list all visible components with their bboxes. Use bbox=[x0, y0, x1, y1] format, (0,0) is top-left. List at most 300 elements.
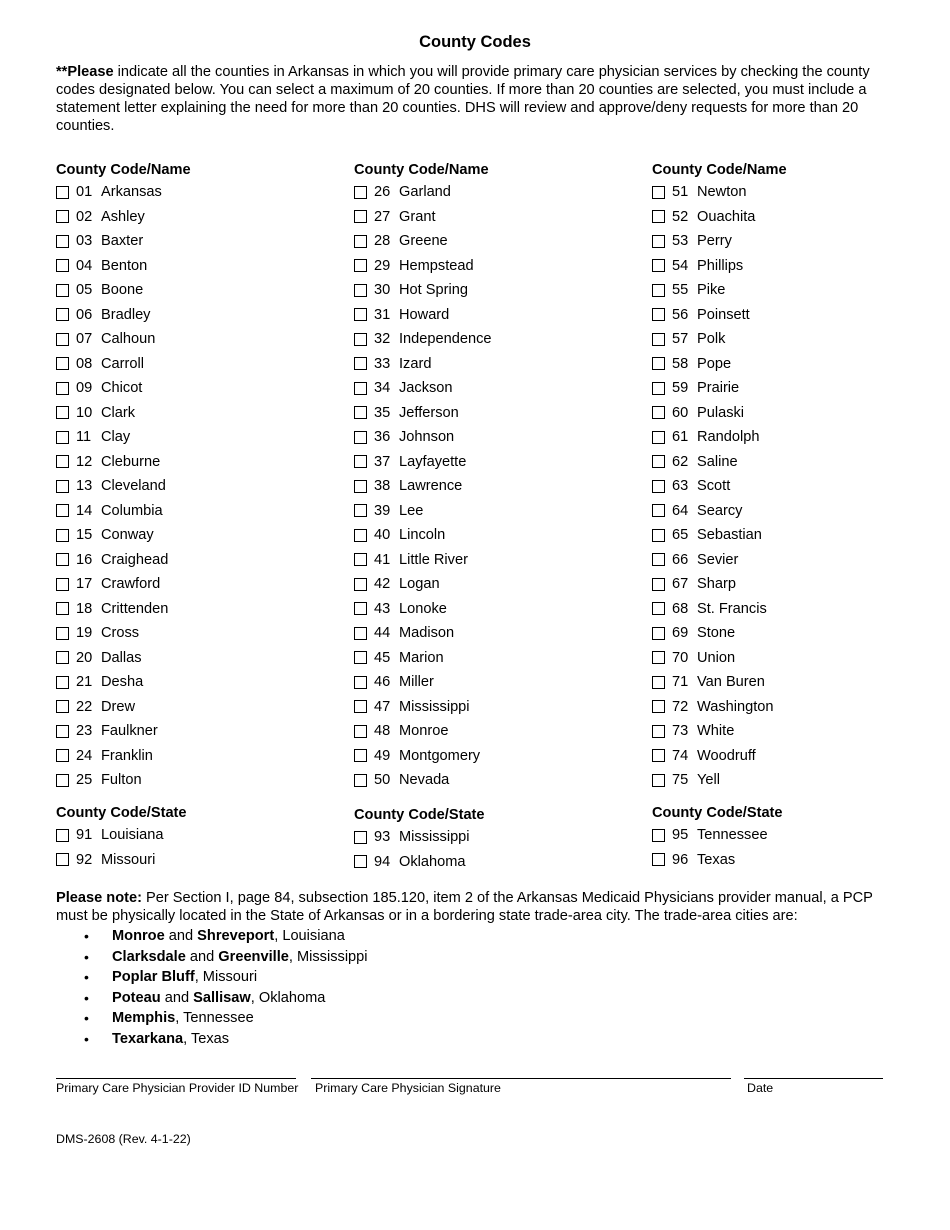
county-name: Dallas bbox=[101, 649, 142, 666]
county-row[interactable] bbox=[354, 450, 604, 475]
county-checkbox[interactable] bbox=[354, 831, 367, 844]
county-name: Little River bbox=[399, 551, 468, 568]
county-code: 10 bbox=[76, 404, 93, 421]
county-checkbox[interactable] bbox=[652, 602, 665, 615]
county-code: 08 bbox=[76, 355, 93, 372]
county-checkbox[interactable] bbox=[354, 627, 367, 640]
county-checkbox[interactable] bbox=[354, 725, 367, 738]
county-name: Phillips bbox=[697, 257, 744, 274]
county-row[interactable] bbox=[56, 499, 306, 524]
county-name: Greene bbox=[399, 233, 448, 250]
county-code: 41 bbox=[374, 551, 391, 568]
county-name: Clark bbox=[101, 404, 136, 421]
county-checkbox[interactable] bbox=[652, 357, 665, 370]
county-row[interactable] bbox=[56, 303, 306, 328]
county-checkbox[interactable] bbox=[652, 284, 665, 297]
county-checkbox[interactable] bbox=[652, 431, 665, 444]
county-name: Searcy bbox=[697, 502, 743, 519]
county-row[interactable] bbox=[56, 744, 306, 769]
state-column-header: County Code/State bbox=[652, 805, 783, 821]
county-code: 74 bbox=[672, 747, 689, 764]
county-row[interactable] bbox=[56, 768, 306, 793]
county-row[interactable] bbox=[56, 254, 306, 279]
county-row[interactable] bbox=[354, 548, 604, 573]
trade-city-name: Poteau bbox=[112, 989, 161, 1006]
county-name: Monroe bbox=[399, 723, 449, 740]
county-code: 33 bbox=[374, 355, 391, 372]
county-checkbox[interactable] bbox=[354, 210, 367, 223]
county-name: Fulton bbox=[101, 772, 142, 789]
county-checkbox[interactable] bbox=[354, 504, 367, 517]
county-row[interactable] bbox=[56, 719, 306, 744]
intro-text: indicate all the counties in Arkansas in which you will provide primary care physician services by checking the county codes designated below. You can select a maximum of 20 counties. If more than 20 counties are selected, you must include a statement letter explaining the need for more than 20 counties. DHS will review and approve/deny requests for more than 20 counties. bbox=[56, 64, 870, 134]
county-name: Stone bbox=[697, 625, 736, 642]
county-checkbox[interactable] bbox=[652, 829, 665, 842]
county-checkbox[interactable] bbox=[652, 578, 665, 591]
county-checkbox[interactable] bbox=[652, 406, 665, 419]
county-code: 04 bbox=[76, 257, 93, 274]
county-checkbox[interactable] bbox=[56, 853, 69, 866]
county-checkbox[interactable] bbox=[56, 651, 69, 664]
county-checkbox[interactable] bbox=[652, 382, 665, 395]
county-code: 92 bbox=[76, 851, 93, 868]
trade-city-state: , Texas bbox=[183, 1030, 230, 1047]
county-name: Madison bbox=[399, 625, 455, 642]
bullet-icon: • bbox=[84, 1030, 89, 1047]
county-column-1 bbox=[56, 160, 306, 793]
county-row[interactable] bbox=[354, 376, 604, 401]
county-row[interactable] bbox=[56, 450, 306, 475]
county-row[interactable] bbox=[652, 548, 902, 573]
county-row[interactable] bbox=[652, 425, 902, 450]
county-code: 54 bbox=[672, 257, 689, 274]
trade-city-name: Clarksdale bbox=[112, 948, 186, 965]
county-row[interactable] bbox=[56, 474, 306, 499]
county-checkbox[interactable] bbox=[354, 333, 367, 346]
county-row[interactable] bbox=[354, 254, 604, 279]
county-row[interactable] bbox=[652, 719, 902, 744]
county-row[interactable] bbox=[652, 180, 902, 205]
county-name: Cleburne bbox=[101, 453, 161, 470]
county-column-header: County Code/Name bbox=[354, 162, 489, 178]
county-code: 56 bbox=[672, 306, 689, 323]
county-name: Polk bbox=[697, 331, 726, 348]
county-row[interactable] bbox=[652, 572, 902, 597]
county-checkbox[interactable] bbox=[354, 406, 367, 419]
county-code: 42 bbox=[374, 576, 391, 593]
county-column-3 bbox=[652, 160, 902, 793]
county-row[interactable] bbox=[56, 278, 306, 303]
county-row[interactable] bbox=[354, 205, 604, 230]
county-checkbox[interactable] bbox=[652, 529, 665, 542]
county-column-header: County Code/Name bbox=[652, 162, 787, 178]
county-checkbox[interactable] bbox=[56, 504, 69, 517]
county-checkbox[interactable] bbox=[354, 529, 367, 542]
county-row[interactable] bbox=[354, 572, 604, 597]
county-row[interactable] bbox=[56, 352, 306, 377]
county-checkbox[interactable] bbox=[354, 578, 367, 591]
county-checkbox[interactable] bbox=[652, 725, 665, 738]
county-checkbox[interactable] bbox=[354, 774, 367, 787]
county-name: Prairie bbox=[697, 380, 740, 397]
county-row[interactable] bbox=[652, 823, 902, 848]
county-code: 69 bbox=[672, 625, 689, 642]
county-code: 52 bbox=[672, 208, 689, 225]
county-name: Poinsett bbox=[697, 306, 750, 323]
county-row[interactable] bbox=[354, 695, 604, 720]
county-row[interactable] bbox=[652, 768, 902, 793]
county-row[interactable] bbox=[56, 425, 306, 450]
county-code: 93 bbox=[374, 829, 391, 846]
county-code: 61 bbox=[672, 429, 689, 446]
county-name: Grant bbox=[399, 208, 436, 225]
county-name: Carroll bbox=[101, 355, 144, 372]
county-checkbox[interactable] bbox=[56, 602, 69, 615]
county-row[interactable] bbox=[354, 523, 604, 548]
county-name: Hot Spring bbox=[399, 282, 468, 299]
county-checkbox[interactable] bbox=[56, 774, 69, 787]
county-row[interactable] bbox=[652, 450, 902, 475]
county-row[interactable] bbox=[354, 744, 604, 769]
county-checkbox[interactable] bbox=[56, 480, 69, 493]
trade-city-item bbox=[56, 967, 756, 988]
county-checkbox[interactable] bbox=[354, 700, 367, 713]
county-checkbox[interactable] bbox=[56, 749, 69, 762]
county-checkbox[interactable] bbox=[56, 627, 69, 640]
county-row[interactable] bbox=[56, 229, 306, 254]
county-row[interactable] bbox=[652, 621, 902, 646]
county-code: 22 bbox=[76, 698, 93, 715]
trade-city-name: Shreveport bbox=[197, 928, 275, 944]
county-checkbox[interactable] bbox=[354, 455, 367, 468]
county-checkbox[interactable] bbox=[652, 651, 665, 664]
county-code: 91 bbox=[76, 827, 93, 844]
county-name: Nevada bbox=[399, 772, 450, 789]
county-checkbox[interactable] bbox=[652, 700, 665, 713]
county-name: Hempstead bbox=[399, 257, 474, 274]
county-row[interactable] bbox=[652, 254, 902, 279]
county-checkbox[interactable] bbox=[56, 284, 69, 297]
county-row[interactable] bbox=[354, 499, 604, 524]
county-row[interactable] bbox=[652, 695, 902, 720]
county-checkbox[interactable] bbox=[652, 627, 665, 640]
county-name: St. Francis bbox=[697, 600, 767, 617]
county-code: 20 bbox=[76, 649, 93, 666]
county-code: 12 bbox=[76, 453, 93, 470]
county-row[interactable] bbox=[56, 548, 306, 573]
county-checkbox[interactable] bbox=[354, 553, 367, 566]
county-name: Columbia bbox=[101, 502, 163, 519]
county-row[interactable] bbox=[56, 523, 306, 548]
state-column-header: County Code/State bbox=[56, 805, 187, 821]
county-checkbox[interactable] bbox=[56, 529, 69, 542]
signature-line[interactable] bbox=[311, 1078, 731, 1079]
county-row[interactable] bbox=[56, 572, 306, 597]
trade-city-name: Memphis bbox=[112, 1010, 176, 1026]
county-row[interactable] bbox=[354, 825, 604, 850]
county-code: 70 bbox=[672, 649, 689, 666]
county-name: Marion bbox=[399, 649, 444, 666]
county-row[interactable] bbox=[354, 850, 604, 875]
county-checkbox[interactable] bbox=[652, 480, 665, 493]
county-row[interactable] bbox=[56, 848, 306, 873]
county-code: 17 bbox=[76, 576, 93, 593]
county-code: 02 bbox=[76, 208, 93, 225]
county-row[interactable] bbox=[652, 744, 902, 769]
county-row[interactable] bbox=[56, 376, 306, 401]
county-code: 72 bbox=[672, 698, 689, 715]
page-title: County Codes bbox=[419, 33, 531, 51]
county-name: Ouachita bbox=[697, 208, 756, 225]
county-code: 35 bbox=[374, 404, 391, 421]
county-code: 43 bbox=[374, 600, 391, 617]
county-code: 96 bbox=[672, 851, 689, 868]
county-code: 27 bbox=[374, 208, 391, 225]
county-checkbox[interactable] bbox=[354, 308, 367, 321]
trade-city-state: , Louisiana bbox=[274, 928, 345, 944]
county-checkbox[interactable] bbox=[56, 308, 69, 321]
county-code: 11 bbox=[76, 429, 92, 446]
county-name: Tennessee bbox=[697, 827, 768, 844]
county-checkbox[interactable] bbox=[354, 602, 367, 615]
county-checkbox[interactable] bbox=[652, 504, 665, 517]
county-checkbox[interactable] bbox=[354, 186, 367, 199]
county-code: 95 bbox=[672, 827, 689, 844]
county-code: 68 bbox=[672, 600, 689, 617]
county-row[interactable] bbox=[56, 646, 306, 671]
county-row[interactable] bbox=[56, 205, 306, 230]
county-checkbox[interactable] bbox=[56, 259, 69, 272]
county-row[interactable] bbox=[652, 597, 902, 622]
county-name: Sebastian bbox=[697, 527, 762, 544]
trade-city-item bbox=[56, 926, 756, 947]
county-row[interactable] bbox=[652, 376, 902, 401]
county-row[interactable] bbox=[354, 180, 604, 205]
county-code: 31 bbox=[374, 306, 391, 323]
county-code: 94 bbox=[374, 853, 391, 870]
county-row[interactable] bbox=[652, 646, 902, 671]
county-name: Woodruff bbox=[697, 747, 756, 764]
county-checkbox[interactable] bbox=[56, 210, 69, 223]
county-checkbox[interactable] bbox=[56, 186, 69, 199]
county-checkbox[interactable] bbox=[56, 431, 69, 444]
county-checkbox[interactable] bbox=[56, 676, 69, 689]
county-checkbox[interactable] bbox=[56, 357, 69, 370]
county-name: Louisiana bbox=[101, 827, 164, 844]
trade-city-state: , Missouri bbox=[194, 969, 258, 985]
county-row[interactable] bbox=[652, 303, 902, 328]
county-name: Jackson bbox=[399, 380, 453, 397]
county-row[interactable] bbox=[652, 848, 902, 873]
county-checkbox[interactable] bbox=[56, 829, 69, 842]
county-checkbox[interactable] bbox=[354, 382, 367, 395]
county-name: Perry bbox=[697, 233, 732, 250]
county-row[interactable] bbox=[652, 401, 902, 426]
county-row[interactable] bbox=[354, 303, 604, 328]
county-name: Pike bbox=[697, 282, 726, 299]
county-checkbox[interactable] bbox=[354, 431, 367, 444]
county-name: Saline bbox=[697, 453, 738, 470]
county-name: Conway bbox=[101, 527, 154, 544]
county-row[interactable] bbox=[652, 352, 902, 377]
county-name: Washington bbox=[697, 698, 774, 715]
county-name: Pulaski bbox=[697, 404, 745, 421]
note-lead: Please note: bbox=[56, 890, 142, 906]
county-name: Desha bbox=[101, 674, 144, 691]
county-name: Crawford bbox=[101, 576, 161, 593]
county-name: Baxter bbox=[101, 233, 144, 250]
county-checkbox[interactable] bbox=[354, 235, 367, 248]
county-row[interactable] bbox=[56, 180, 306, 205]
county-row[interactable] bbox=[56, 695, 306, 720]
date-line[interactable] bbox=[744, 1078, 883, 1079]
bullet-icon: • bbox=[84, 1010, 89, 1026]
county-row[interactable] bbox=[56, 327, 306, 352]
county-name: Jefferson bbox=[399, 404, 459, 421]
trade-city-state: , Mississippi bbox=[288, 948, 368, 965]
trade-city-item bbox=[56, 947, 756, 968]
county-checkbox[interactable] bbox=[56, 725, 69, 738]
county-row[interactable] bbox=[354, 401, 604, 426]
county-checkbox[interactable] bbox=[652, 676, 665, 689]
county-row[interactable] bbox=[354, 278, 604, 303]
bullet-icon: • bbox=[84, 948, 89, 965]
trade-city-item bbox=[56, 1008, 756, 1029]
county-checkbox[interactable] bbox=[652, 455, 665, 468]
county-code: 45 bbox=[374, 649, 391, 666]
county-code: 66 bbox=[672, 551, 689, 568]
county-name: Missouri bbox=[101, 851, 156, 868]
county-row[interactable] bbox=[354, 670, 604, 695]
county-checkbox[interactable] bbox=[56, 578, 69, 591]
county-name: Van Buren bbox=[697, 674, 765, 691]
note-text: Per Section I, page 84, subsection 185.120, item 2 of the Arkansas Medicaid Physicians provider manual, a PCP must be physically located in the State of Arkansas or in a bordering state trade-area city. The trade-area cities are: bbox=[56, 890, 873, 924]
county-code: 05 bbox=[76, 282, 93, 299]
county-row[interactable] bbox=[56, 401, 306, 426]
bullet-icon: • bbox=[84, 928, 89, 944]
county-name: Oklahoma bbox=[399, 853, 466, 870]
county-checkbox[interactable] bbox=[56, 406, 69, 419]
county-checkbox[interactable] bbox=[652, 749, 665, 762]
bullet-icon: • bbox=[84, 969, 89, 985]
county-code: 59 bbox=[672, 380, 689, 397]
county-row[interactable] bbox=[354, 327, 604, 352]
trade-city-state: , Oklahoma bbox=[250, 989, 326, 1006]
county-name: Lee bbox=[399, 502, 424, 519]
county-name: Pope bbox=[697, 355, 732, 372]
county-row[interactable] bbox=[652, 499, 902, 524]
county-row[interactable] bbox=[56, 670, 306, 695]
county-row[interactable] bbox=[56, 823, 306, 848]
county-name: Drew bbox=[101, 698, 136, 715]
county-name: Johnson bbox=[399, 429, 455, 446]
county-checkbox[interactable] bbox=[56, 333, 69, 346]
county-name: Miller bbox=[399, 674, 434, 691]
county-name: Scott bbox=[697, 478, 731, 495]
state-block-1 bbox=[56, 803, 306, 872]
county-name: Sevier bbox=[697, 551, 739, 568]
county-row[interactable] bbox=[354, 229, 604, 254]
county-name: Craighead bbox=[101, 551, 169, 568]
county-checkbox[interactable] bbox=[652, 235, 665, 248]
county-name: Independence bbox=[399, 331, 492, 348]
county-row[interactable] bbox=[652, 523, 902, 548]
county-checkbox[interactable] bbox=[354, 259, 367, 272]
county-row[interactable] bbox=[652, 205, 902, 230]
county-checkbox[interactable] bbox=[354, 284, 367, 297]
county-checkbox[interactable] bbox=[652, 333, 665, 346]
trade-city-and: and bbox=[164, 928, 198, 944]
county-code: 16 bbox=[76, 551, 93, 568]
county-code: 71 bbox=[672, 674, 689, 691]
county-row[interactable] bbox=[652, 278, 902, 303]
county-code: 62 bbox=[672, 453, 689, 470]
county-checkbox[interactable] bbox=[354, 357, 367, 370]
county-row[interactable] bbox=[354, 621, 604, 646]
county-row[interactable] bbox=[354, 768, 604, 793]
county-row[interactable] bbox=[354, 474, 604, 499]
county-row[interactable] bbox=[652, 327, 902, 352]
county-name: Chicot bbox=[101, 380, 143, 397]
county-checkbox[interactable] bbox=[652, 853, 665, 866]
intro-lead: **Please bbox=[56, 64, 114, 80]
county-code: 39 bbox=[374, 502, 391, 519]
county-name: Calhoun bbox=[101, 331, 156, 348]
state-block-3 bbox=[652, 803, 902, 872]
county-row[interactable] bbox=[652, 670, 902, 695]
county-name: Mississippi bbox=[399, 829, 470, 846]
trade-city-name: Sallisaw bbox=[193, 989, 251, 1006]
county-checkbox[interactable] bbox=[354, 855, 367, 868]
county-row[interactable] bbox=[56, 597, 306, 622]
county-checkbox[interactable] bbox=[354, 749, 367, 762]
county-name: Layfayette bbox=[399, 453, 467, 470]
county-checkbox[interactable] bbox=[56, 235, 69, 248]
county-row[interactable] bbox=[354, 597, 604, 622]
signature-label: Primary Care Physician Signature bbox=[315, 1081, 501, 1095]
county-code: 01 bbox=[76, 184, 93, 201]
county-checkbox[interactable] bbox=[354, 651, 367, 664]
county-code: 14 bbox=[76, 502, 93, 519]
county-checkbox[interactable] bbox=[652, 186, 665, 199]
county-checkbox[interactable] bbox=[652, 210, 665, 223]
county-checkbox[interactable] bbox=[652, 259, 665, 272]
county-row[interactable] bbox=[652, 474, 902, 499]
county-row[interactable] bbox=[354, 425, 604, 450]
county-checkbox[interactable] bbox=[354, 676, 367, 689]
trade-city-item bbox=[56, 1029, 756, 1050]
county-checkbox[interactable] bbox=[56, 382, 69, 395]
county-row[interactable] bbox=[354, 646, 604, 671]
county-checkbox[interactable] bbox=[652, 553, 665, 566]
county-code: 24 bbox=[76, 747, 93, 764]
provider-id-line[interactable] bbox=[56, 1078, 296, 1079]
county-checkbox[interactable] bbox=[652, 308, 665, 321]
county-row[interactable] bbox=[56, 621, 306, 646]
county-row[interactable] bbox=[354, 719, 604, 744]
county-code: 21 bbox=[76, 674, 93, 691]
county-checkbox[interactable] bbox=[354, 480, 367, 493]
county-name: Union bbox=[697, 649, 736, 666]
county-checkbox[interactable] bbox=[56, 700, 69, 713]
county-code: 32 bbox=[374, 331, 391, 348]
county-row[interactable] bbox=[652, 229, 902, 254]
trade-city-and: and bbox=[160, 989, 194, 1006]
county-checkbox[interactable] bbox=[652, 774, 665, 787]
county-checkbox[interactable] bbox=[56, 553, 69, 566]
county-row[interactable] bbox=[354, 352, 604, 377]
county-checkbox[interactable] bbox=[56, 455, 69, 468]
